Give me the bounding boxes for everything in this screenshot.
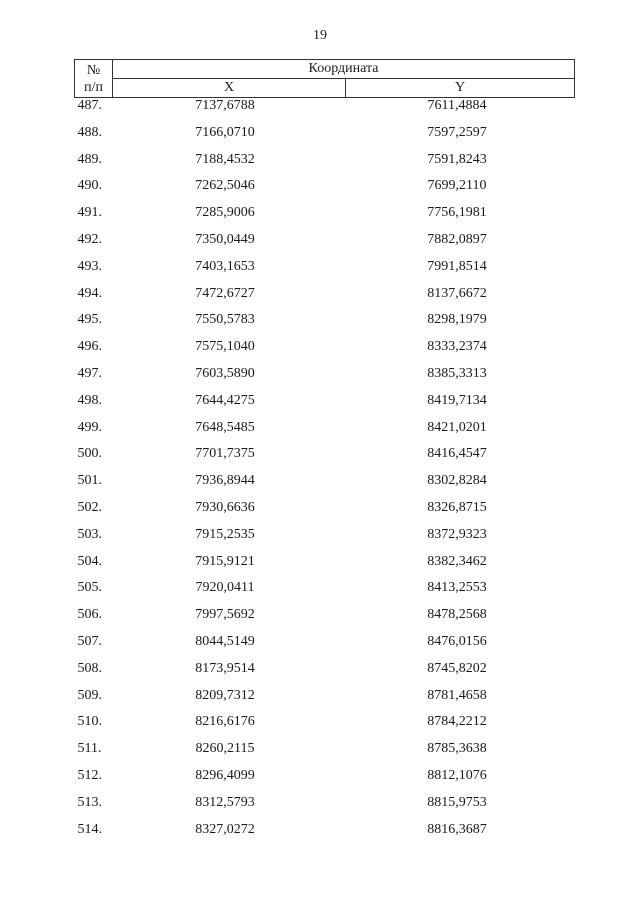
header-number-abbrev: п/п — [84, 79, 103, 95]
x-coordinate-cell: 8327,0272 — [195, 821, 255, 837]
row-number-cell: 489. — [77, 151, 102, 167]
row-number-cell: 513. — [77, 794, 102, 810]
table-row — [75, 527, 575, 554]
x-coordinate-cell: 8260,2115 — [195, 741, 255, 757]
row-number-cell: 507. — [77, 633, 102, 649]
table-row — [75, 205, 575, 232]
table-row — [75, 473, 575, 500]
y-coordinate-cell: 7882,0897 — [427, 231, 487, 247]
y-coordinate-cell: 7591,8243 — [427, 151, 487, 167]
y-coordinate-cell: 7991,8514 — [427, 258, 487, 274]
y-coordinate-cell: 8815,9753 — [427, 794, 487, 810]
row-number-cell: 494. — [77, 285, 102, 301]
y-coordinate-cell: 8421,0201 — [427, 419, 487, 435]
y-coordinate-cell: 8478,2568 — [427, 607, 487, 623]
y-coordinate-cell: 8413,2553 — [427, 580, 487, 596]
table-header — [75, 60, 575, 98]
table-row — [75, 768, 575, 795]
table-row — [75, 714, 575, 741]
y-coordinate-cell: 8302,8284 — [427, 473, 487, 489]
row-number-cell: 492. — [77, 231, 102, 247]
row-number-cell: 506. — [77, 607, 102, 623]
table-row — [75, 339, 575, 366]
header-y: Y — [346, 79, 575, 98]
y-coordinate-cell: 8419,7134 — [427, 392, 487, 408]
y-coordinate-cell: 8812,1076 — [427, 767, 487, 783]
header-x: X — [113, 79, 346, 98]
y-coordinate-cell: 8372,9323 — [427, 526, 487, 542]
row-number-cell: 510. — [77, 714, 102, 730]
y-coordinate-cell: 8385,3313 — [427, 365, 487, 381]
table-row — [75, 178, 575, 205]
y-coordinate-cell: 8476,0156 — [427, 633, 487, 649]
header-coordinate: Координата — [113, 60, 575, 79]
table-row — [75, 420, 575, 447]
table-row — [75, 741, 575, 768]
table-row — [75, 152, 575, 179]
x-coordinate-cell: 7262,5046 — [195, 178, 255, 194]
y-coordinate-cell: 8326,8715 — [427, 499, 487, 515]
x-coordinate-cell: 7644,4275 — [195, 392, 255, 408]
y-coordinate-cell: 8816,3687 — [427, 821, 487, 837]
row-number-cell: 497. — [77, 365, 102, 381]
y-coordinate-cell: 8416,4547 — [427, 446, 487, 462]
table-row — [75, 607, 575, 634]
x-coordinate-cell: 7550,5783 — [195, 312, 255, 328]
row-number-cell: 490. — [77, 178, 102, 194]
table-row — [75, 98, 575, 125]
table-row — [75, 312, 575, 339]
x-coordinate-cell: 7701,7375 — [195, 446, 255, 462]
table-row — [75, 446, 575, 473]
row-number-cell: 511. — [77, 741, 102, 757]
table-row — [75, 125, 575, 152]
row-number-cell: 509. — [77, 687, 102, 703]
y-coordinate-cell: 8745,8202 — [427, 660, 487, 676]
row-number-cell: 503. — [77, 526, 102, 542]
row-number-cell: 500. — [77, 446, 102, 462]
table-row — [75, 259, 575, 286]
y-coordinate-cell: 8333,2374 — [427, 339, 487, 355]
y-coordinate-cell: 8137,6672 — [427, 285, 487, 301]
row-number-cell: 496. — [77, 339, 102, 355]
header-row-number — [75, 60, 113, 98]
row-number-cell: 508. — [77, 660, 102, 676]
table-row — [75, 500, 575, 527]
x-coordinate-cell: 7930,6636 — [195, 499, 255, 515]
table-row — [75, 795, 575, 822]
row-number-cell: 505. — [77, 580, 102, 596]
x-coordinate-cell: 8296,4099 — [195, 767, 255, 783]
x-coordinate-cell: 7285,9006 — [195, 205, 255, 221]
x-coordinate-cell: 8044,5149 — [195, 633, 255, 649]
x-coordinate-cell: 7472,6727 — [195, 285, 255, 301]
x-coordinate-cell: 7137,6788 — [195, 98, 255, 113]
table-row — [75, 232, 575, 259]
row-number-cell: 491. — [77, 205, 102, 221]
table-row — [75, 580, 575, 607]
table-row — [75, 393, 575, 420]
x-coordinate-cell: 7403,1653 — [195, 258, 255, 274]
x-coordinate-cell: 7936,8944 — [195, 473, 255, 489]
header-number-sign: № — [86, 62, 101, 78]
page-number: 19 — [313, 28, 327, 43]
row-number-cell: 501. — [77, 473, 102, 489]
table-row — [75, 661, 575, 688]
row-number-cell: 487. — [77, 98, 102, 113]
x-coordinate-cell: 8312,5793 — [195, 794, 255, 810]
row-number-cell: 514. — [77, 821, 102, 837]
row-number-cell: 502. — [77, 499, 102, 515]
table-row — [75, 286, 575, 313]
table-row — [75, 554, 575, 581]
y-coordinate-cell: 8781,4658 — [427, 687, 487, 703]
x-coordinate-cell: 8216,6176 — [195, 714, 255, 730]
x-coordinate-cell: 7648,5485 — [195, 419, 255, 435]
y-coordinate-cell: 7756,1981 — [427, 205, 487, 221]
y-coordinate-cell: 7597,2597 — [427, 124, 487, 140]
x-coordinate-cell: 7575,1040 — [195, 339, 255, 355]
row-number-cell: 499. — [77, 419, 102, 435]
x-coordinate-cell: 7997,5692 — [195, 607, 255, 623]
row-number-cell: 493. — [77, 258, 102, 274]
y-coordinate-cell: 8785,3638 — [427, 741, 487, 757]
x-coordinate-cell: 7920,0411 — [195, 580, 255, 596]
x-coordinate-cell: 7603,5890 — [195, 365, 255, 381]
y-coordinate-cell: 8298,1979 — [427, 312, 487, 328]
row-number-cell: 504. — [77, 553, 102, 569]
y-coordinate-cell: 8784,2212 — [427, 714, 487, 730]
table-row — [75, 634, 575, 661]
x-coordinate-cell: 7188,4532 — [195, 151, 255, 167]
coordinates-table — [74, 59, 575, 848]
y-coordinate-cell: 8382,3462 — [427, 553, 487, 569]
table-row — [75, 822, 575, 849]
x-coordinate-cell: 7166,0710 — [195, 124, 255, 140]
x-coordinate-cell: 7915,9121 — [195, 553, 255, 569]
x-coordinate-cell: 7915,2535 — [195, 526, 255, 542]
row-number-cell: 512. — [77, 767, 102, 783]
table-row — [75, 366, 575, 393]
y-coordinate-cell: 7699,2110 — [427, 178, 487, 194]
x-coordinate-cell: 8173,9514 — [195, 660, 255, 676]
row-number-cell: 488. — [77, 124, 102, 140]
x-coordinate-cell: 8209,7312 — [195, 687, 255, 703]
y-coordinate-cell: 7611,4884 — [427, 98, 487, 113]
table-body — [75, 98, 575, 849]
x-coordinate-cell: 7350,0449 — [195, 231, 255, 247]
table-row — [75, 688, 575, 715]
row-number-cell: 495. — [77, 312, 102, 328]
row-number-cell: 498. — [77, 392, 102, 408]
